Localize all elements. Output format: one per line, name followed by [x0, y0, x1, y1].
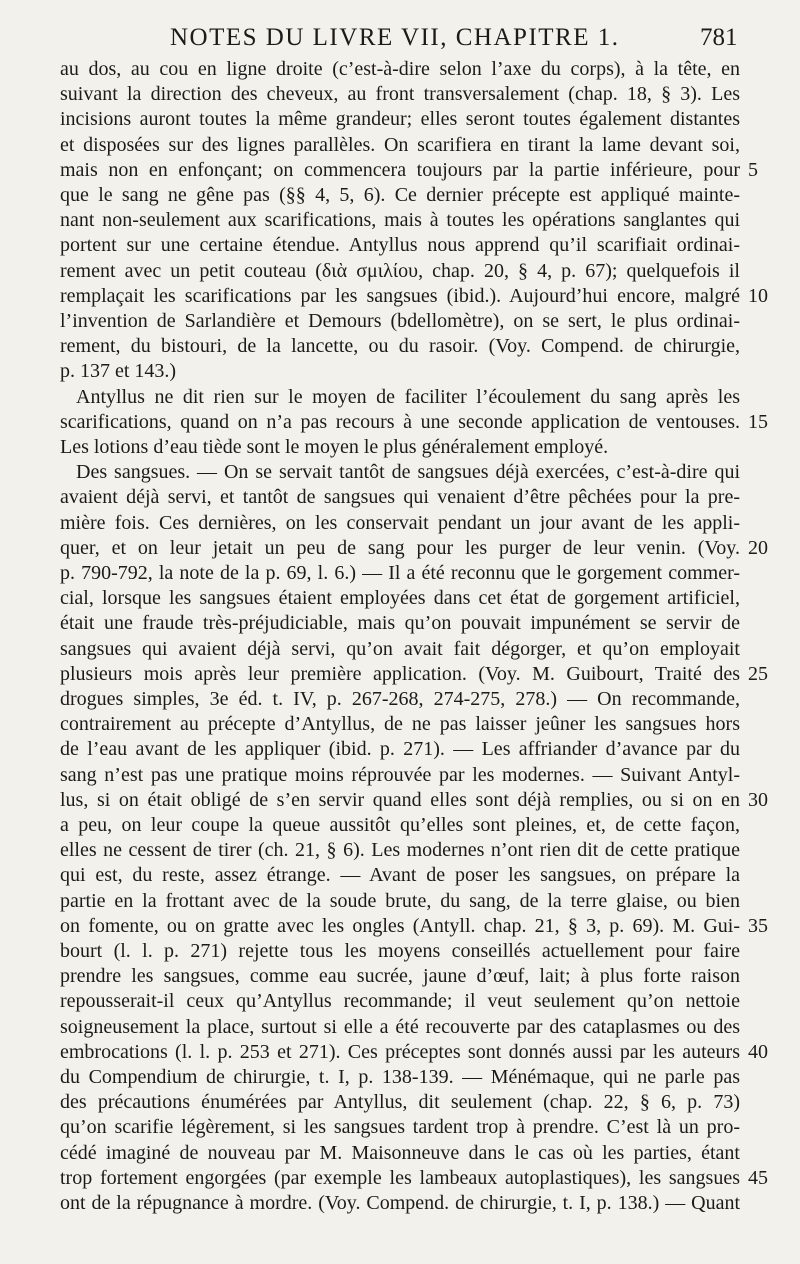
line-number: 25: [748, 663, 768, 685]
text-line: remplaçait les scarifications par les sangsues (ibid.). Aujourd’hui encore, malgré: [60, 285, 740, 307]
text-line: de l’eau avant de les appliquer (ibid. p. 271). — Les affriander d’avance par du: [60, 738, 740, 760]
text-line: incisions auront toutes la même grandeur; elles seront toutes également distantes: [60, 108, 740, 130]
text-line: du Compendium de chirurgie, t. I, p. 138-139. — Ménémaque, qui ne parle pas: [60, 1066, 740, 1088]
line-number: 40: [748, 1041, 768, 1063]
text-line: a peu, on leur coupe la queue aussitôt qu’elles sont pleines, et, de cette façon,: [60, 814, 740, 836]
text-line: ont de la répugnance à mordre. (Voy. Compend. de chirurgie, t. I, p. 138.) — Quant: [60, 1192, 740, 1214]
text-line: contrairement au précepte d’Antyllus, de ne pas laisser jeûner les sangsues hors: [60, 713, 740, 735]
text-line: on fomente, ou on gratte avec les ongles (Antyll. chap. 21, § 3, p. 69). M. Gui-: [60, 915, 740, 937]
text-line: l’invention de Sarlandière et Demours (bdellomètre), on se sert, le plus ordinai-: [60, 310, 740, 332]
line-number: 5: [748, 159, 758, 181]
page-header: [0, 18, 800, 58]
text-line: au dos, au cou en ligne droite (c’est-à-dire selon l’axe du corps), à la tête, en: [60, 58, 740, 80]
line-number: 15: [748, 411, 768, 433]
line-number: 20: [748, 537, 768, 559]
text-line: qui est, du reste, assez étrange. — Avant de poser les sangsues, on prépare la: [60, 864, 740, 886]
running-title: NOTES DU LIVRE VII, CHAPITRE 1.: [170, 24, 620, 51]
text-line: était une fraude très-préjudiciable, mais qu’on pouvait impunément se servir de: [60, 612, 740, 634]
text-line: nant non-seulement aux scarifications, mais à toutes les opérations sanglantes qui: [60, 209, 740, 231]
text-line: scarifications, quand on n’a pas recours à une seconde application de ventouses.: [60, 411, 740, 433]
text-line: drogues simples, 3e éd. t. IV, p. 267-268, 274-275, 278.) — On recommande,: [60, 688, 740, 710]
text-line: sangsues qui avaient déjà servi, qu’on avait fait dégorger, et qu’on employait: [60, 638, 740, 660]
text-line: avaient déjà servi, et tantôt de sangsues qui venaient d’être pêchées pour la pre-: [60, 486, 740, 508]
line-number: 45: [748, 1167, 768, 1189]
text-line: plusieurs mois après leur première application. (Voy. M. Guibourt, Traité des: [60, 663, 740, 685]
text-line: cial, lorsque les sangsues étaient employées dans cet état de gorgement artificiel,: [60, 587, 740, 609]
text-line: mière fois. Ces dernières, on les conservait pendant un jour avant de les appli-: [60, 512, 740, 534]
text-line: qu’on scarifie légèrement, si les sangsues tardent trop à prendre. C’est là un pro-: [60, 1116, 740, 1138]
text-line: Antyllus ne dit rien sur le moyen de faciliter l’écoulement du sang après les: [76, 386, 740, 408]
text-line: cédé imaginé de nouveau par M. Maisonneuve dans le cas où les parties, étant: [60, 1142, 740, 1164]
text-line: des précautions énumérées par Antyllus, dit seulement (chap. 22, § 6, p. 73): [60, 1091, 740, 1113]
text-line: embrocations (l. l. p. 253 et 271). Ces préceptes sont donnés aussi par les auteurs: [60, 1041, 740, 1063]
text-line: soigneusement la place, surtout si elle a été recouverte par des cataplasmes ou des: [60, 1016, 740, 1038]
text-line: p. 137 et 143.): [60, 360, 177, 382]
text-line: trop fortement engorgées (par exemple les lambeaux autoplastiques), les sangsues: [60, 1167, 740, 1189]
line-number: 10: [748, 285, 768, 307]
text-line: sang n’est pas une pratique moins réprouvée par les modernes. — Suivant Antyl-: [60, 764, 740, 786]
text-line: elles ne cessent de tirer (ch. 21, § 6). Les modernes n’ont rien dit de cette pratique: [60, 839, 740, 861]
text-line: repousserait-il ceux qu’Antyllus recommande; il veut seulement qu’on nettoie: [60, 990, 740, 1012]
text-line: suivant la direction des cheveux, au front transversalement (chap. 18, § 3). Les: [60, 83, 740, 105]
text-line: lus, si on était obligé de s’en servir quand elles sont déjà remplies, ou si on en: [60, 789, 740, 811]
line-number: 30: [748, 789, 768, 811]
text-line: prendre les sangsues, comme eau sucrée, jaune d’œuf, lait; à plus forte raison: [60, 965, 740, 987]
text-line: quer, et on leur jetait un peu de sang pour les purger de leur venin. (Voy.: [60, 537, 740, 559]
text-line: rement avec un petit couteau (διὰ σμιλίου, chap. 20, § 4, p. 67); quelquefois il: [60, 260, 740, 282]
text-line: bourt (l. l. p. 271) rejette tous les moyens conseillés actuellement pour faire: [60, 940, 740, 962]
text-line: partie en la frottant avec de la soude brute, du sang, de la terre glaise, ou bien: [60, 890, 740, 912]
page-number: 781: [700, 24, 738, 51]
line-number: 35: [748, 915, 768, 937]
text-line: mais non en enfonçant; on commencera toujours par la partie inférieure, pour: [60, 159, 740, 181]
text-line: rement, du bistouri, de la lancette, ou du rasoir. (Voy. Compend. de chirurgie,: [60, 335, 740, 357]
text-line: que le sang ne gêne pas (§§ 4, 5, 6). Ce dernier précepte est appliqué mainte-: [60, 184, 740, 206]
text-line: et disposées sur des lignes parallèles. On scarifiera en tirant la lame devant soi,: [60, 134, 740, 156]
text-line: portent sur une certaine étendue. Antyllus nous apprend qu’il scarifiait ordinai-: [60, 234, 740, 256]
text-line: p. 790-792, la note de la p. 69, l. 6.) — Il a été reconnu que le gorgement commer-: [60, 562, 740, 584]
text-line: Les lotions d’eau tiède sont le moyen le plus généralement employé.: [60, 436, 609, 458]
text-line: Des sangsues. — On se servait tantôt de sangsues déjà exercées, c’est-à-dire qui: [76, 461, 740, 483]
